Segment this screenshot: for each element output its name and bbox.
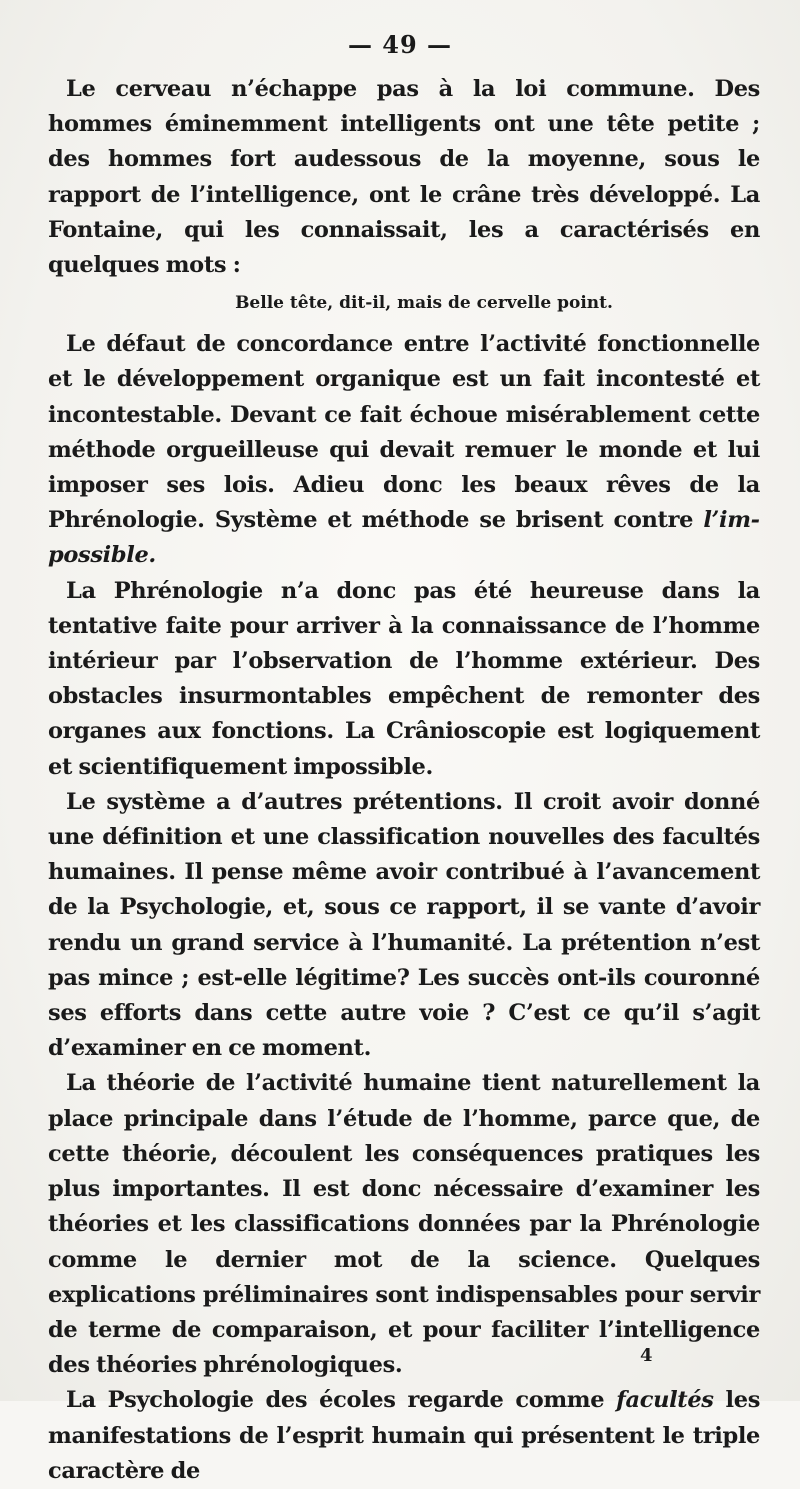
verse-quote: Belle tête, dit-il, mais de cervelle point. — [235, 293, 613, 314]
paragraph-4: Le système a d’autres prétentions. Il croit avoir donné une définition et une classification nouvelles des facultés humaines. Il pense même avoir contribué à l’avancement de la Psychologie, et, sous ce rapport, il se vante d’avoir rendu un grand service à l’humanité. La prétention n’est pas mince ; est-elle légitime? Les succès ont-ils couronné ses efforts dans cette autre voie ? C’est ce qu’il s’agit d’examiner en ce moment. — [48, 788, 760, 1062]
page-number: — 49 — — [347, 30, 453, 59]
signature-mark: 4 — [640, 1345, 653, 1366]
paragraph-5: La théorie de l’activité humaine tient naturellement la place principale dans l’étude de l’homme, parce que, de cette théorie, découlent les conséquences pratiques les plus importantes. Il est donc nécessaire d’examiner les théories et les classifications données par la Phrénologie comme le dernier mot de la science. Quelques explications préliminaires sont indispensables pour servir de terme de comparaison, et pour faciliter l’intelligence des théories phrénologiques. — [48, 1070, 760, 1379]
paragraph-3: La Phrénologie n’a donc pas été heureuse dans la tentative faite pour arriver à la connaissance de l’homme intérieur par l’observation de l’homme extérieur. Des obstacles insurmontables empêchent de remonter des organes aux fonctions. La Crânioscopie est logiquement et scientifiquement impossible. — [48, 577, 760, 780]
paragraph-6-after: les manifestations de l’esprit humain qui présentent le triple caractère de — [48, 1387, 761, 1484]
paragraph-1: Le cerveau n’échappe pas à la loi commune. Des hommes éminemment intelligents ont une tête petite ; des hommes fort audessous de la moyenne, sous le rapport de l’intelligence, ont le crâne très développé. La Fontaine, qui les connaissait, les a caractérisés en quelques mots : — [48, 76, 760, 279]
paragraph-2-italic: l’impossible. — [48, 507, 760, 569]
paragraph-6-italic: facultés — [616, 1387, 714, 1414]
paragraph-6-before: La Psychologie des écoles regarde comme — [66, 1387, 605, 1414]
paragraph-6 — [48, 1383, 760, 1489]
paragraph-2-text: Le défaut de concordance entre l’activité fonctionnelle et le développement organique est un fait incontesté et incontestable. Devant ce fait échoue misérablement cette méthode orgueilleuse qui devait remuer le monde et lui imposer ses lois. Adieu donc les beaux rêves de la Phrénologie. Système et méthode se brisent contre — [48, 331, 760, 534]
paragraph-2 — [48, 327, 760, 573]
text-body — [48, 72, 760, 1489]
